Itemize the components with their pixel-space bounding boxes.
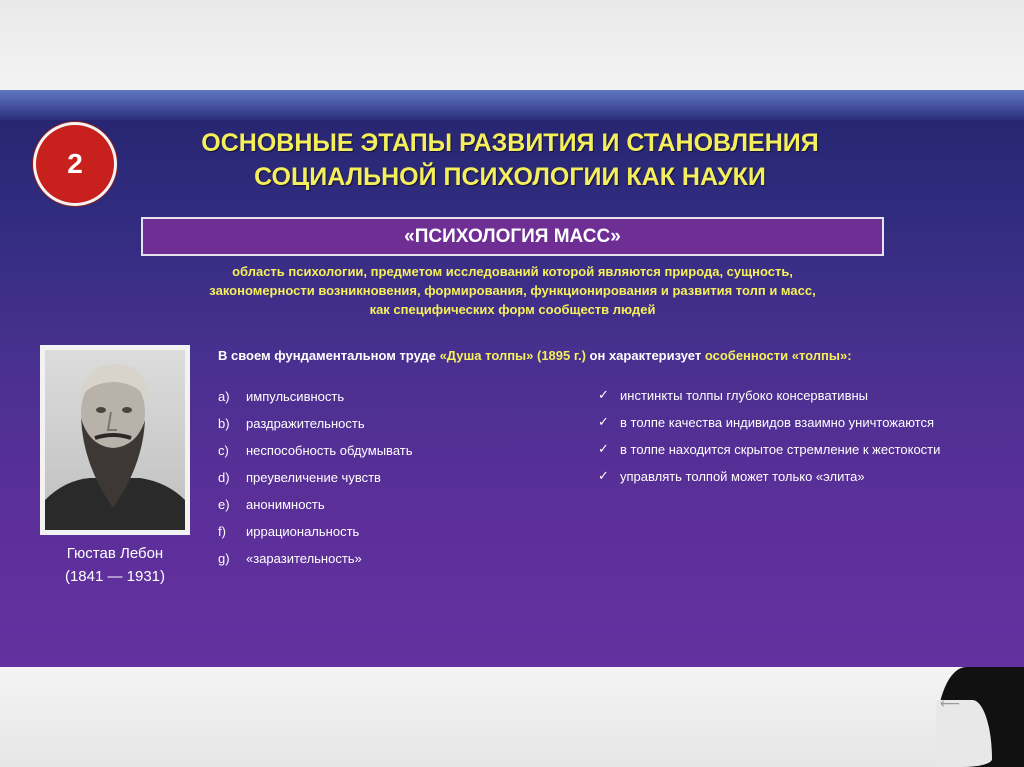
section-heading: «ПСИХОЛОГИЯ МАСС» [404, 225, 621, 247]
list-marker: b) [218, 416, 230, 431]
intro-focus: особенности «толпы»: [704, 348, 852, 363]
portrait-caption [30, 542, 200, 588]
crowd-features-list [218, 388, 548, 577]
checkmark-icon: ✓ [598, 442, 609, 457]
list-item-text: неспособность обдумывать [246, 443, 413, 458]
list-item-text: в толпе качества индивидов взаимно уничтожаются [620, 415, 935, 430]
person-years: (1841 — 1931) [64, 568, 166, 585]
presentation-background-top [0, 0, 1024, 90]
list-item [598, 413, 948, 432]
list-item [218, 388, 548, 415]
list-item-text: раздражительность [246, 416, 365, 431]
list-item [598, 440, 948, 459]
list-marker: c) [218, 443, 229, 458]
checkmark-icon: ✓ [598, 469, 609, 484]
crowd-claims-list [598, 386, 948, 494]
list-item [598, 467, 948, 486]
slide [0, 90, 1024, 667]
definition-line-1: область психологии, предметом исследований которой являются природа, сущность, [232, 264, 793, 279]
slide-top-band [0, 90, 1024, 120]
list-item [218, 523, 548, 550]
list-item-text: преувеличение чувств [246, 470, 381, 485]
list-item [218, 496, 548, 523]
list-item [218, 550, 548, 577]
intro-part-2: он характеризует [585, 348, 705, 363]
portrait-illustration [45, 350, 185, 530]
definition-line-3: как специфических форм сообществ людей [369, 302, 656, 317]
portrait-photo [40, 345, 190, 535]
list-item [218, 415, 548, 442]
list-item-text: управлять толпой может только «элита» [620, 469, 865, 484]
list-item [598, 386, 948, 405]
list-marker: d) [218, 470, 230, 485]
list-item-text: импульсивность [246, 389, 345, 404]
list-marker: a) [218, 389, 230, 404]
title-line-2: СОЦИАЛЬНОЙ ПСИХОЛОГИИ КАК НАУКИ [254, 163, 766, 191]
intro-part-1: В своем фундаментальном труде [218, 348, 440, 363]
list-marker: f) [218, 524, 226, 539]
section-heading-box [141, 217, 884, 256]
list-item [218, 469, 548, 496]
definition-line-2: закономерности возникновения, формирования, функционирования и развития толп и масс, [209, 283, 816, 298]
title-line-1: ОСНОВНЫЕ ЭТАПЫ РАЗВИТИЯ И СТАНОВЛЕНИЯ [201, 129, 819, 157]
presentation-background-bottom [0, 667, 1024, 767]
person-name: Гюстав Лебон [66, 545, 164, 562]
list-item-text: анонимность [246, 497, 325, 512]
work-title: «Душа толпы» (1895 г.) [439, 348, 586, 363]
list-item-text: в толпе находится скрытое стремление к жестокости [620, 442, 941, 457]
list-item-text: инстинкты толпы глубоко консервативны [620, 388, 869, 403]
intro-sentence [218, 348, 998, 363]
list-item [218, 442, 548, 469]
definition-text [140, 262, 885, 319]
slide-title [150, 126, 870, 194]
list-marker: g) [218, 551, 230, 566]
back-arrow-icon[interactable]: ⟵ [940, 696, 961, 712]
checkmark-icon: ✓ [598, 415, 609, 430]
list-item-text: «заразительность» [246, 551, 362, 566]
list-marker: e) [218, 497, 230, 512]
list-item-text: иррациональность [246, 524, 360, 539]
slide-number-badge: 2 [33, 122, 117, 206]
checkmark-icon: ✓ [598, 388, 609, 403]
